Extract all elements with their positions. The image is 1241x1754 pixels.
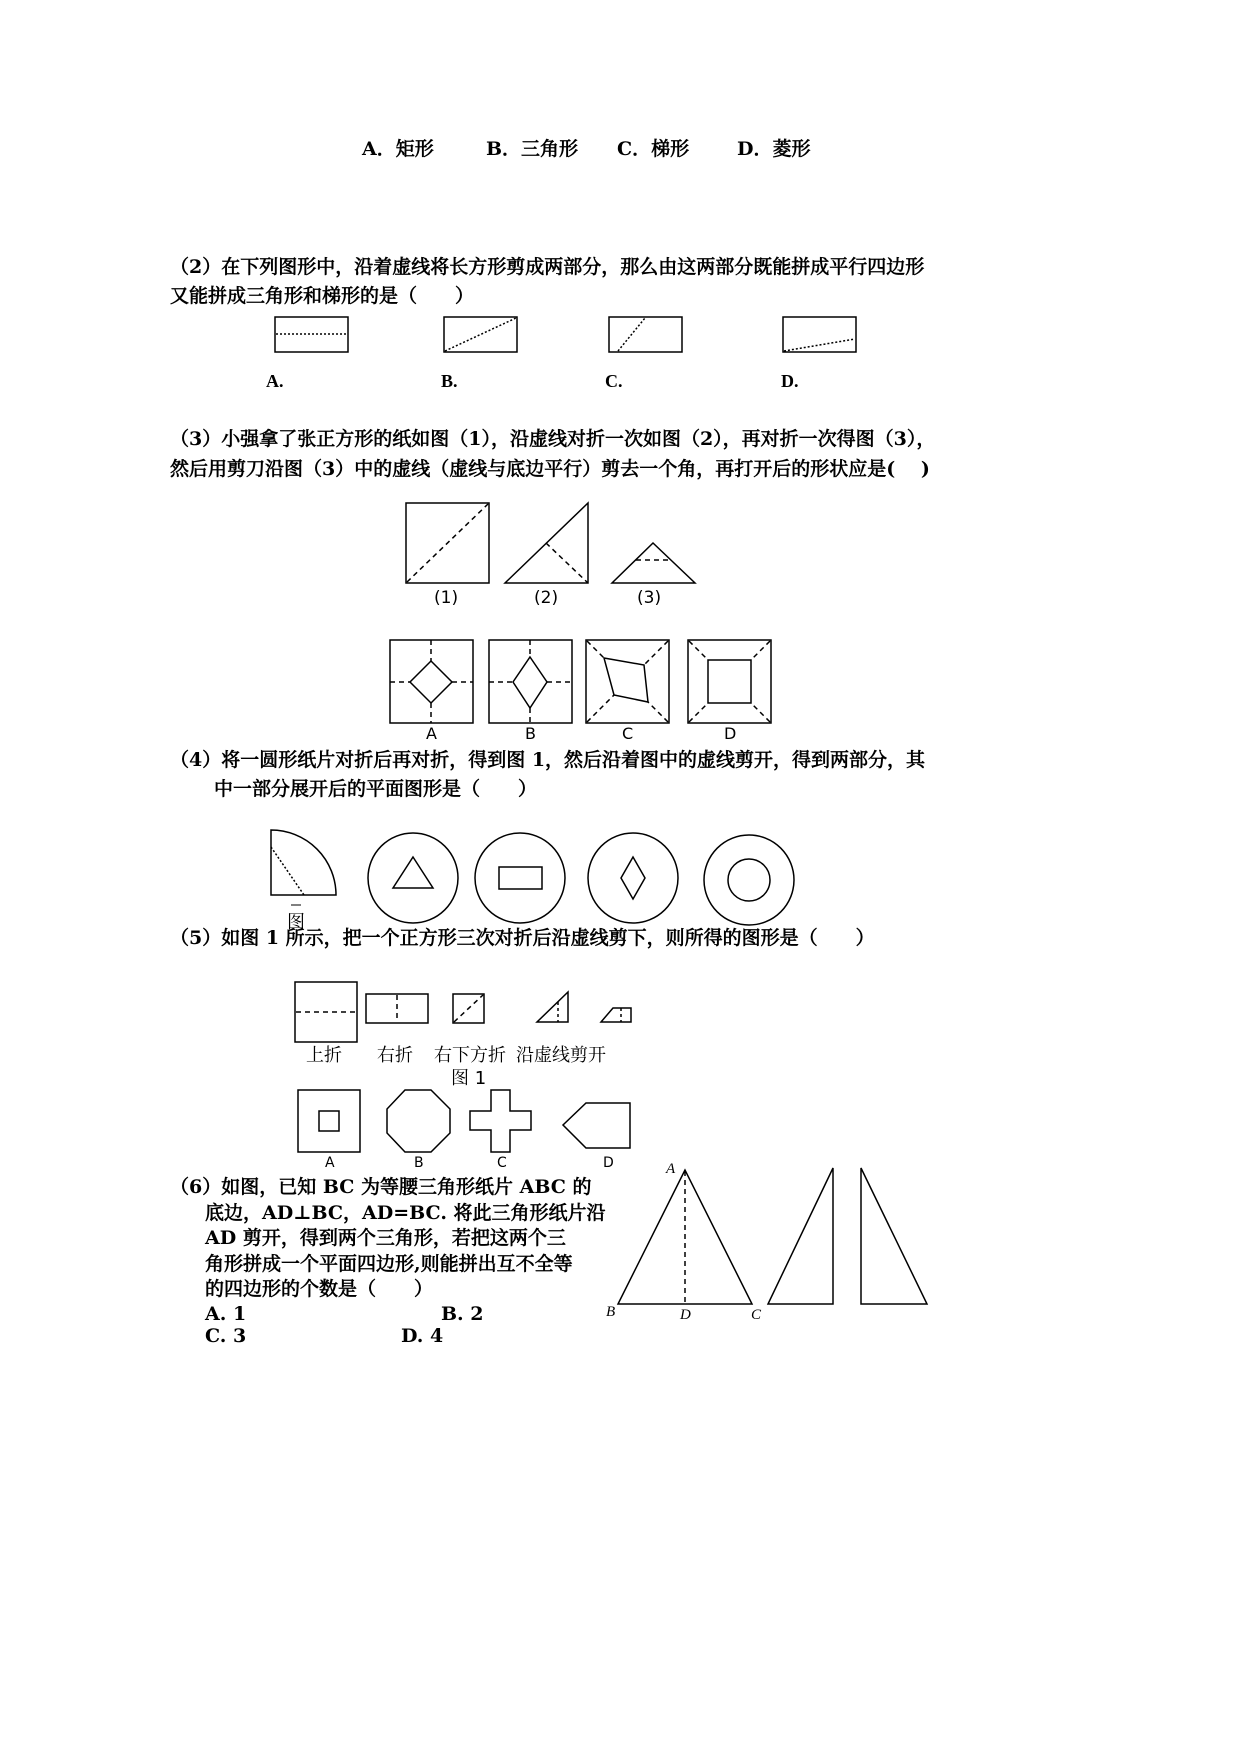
q5-step-label-1: 上折 [306,1045,342,1066]
q2-label-d: D. [781,371,799,391]
q5-step-label-3: 右下方折 [434,1045,506,1066]
q6-option-b: B. 2 [441,1303,484,1325]
q6-cut-triangle-right [861,1168,927,1304]
q6-isosceles-triangle [618,1170,752,1304]
q6-vertex-d: D [680,1307,691,1323]
q6-text-line5: 的四边形的个数是（ ） [205,1278,434,1300]
q1-option-c: C．梯形 [617,138,690,160]
q6-vertex-c: C [751,1307,762,1323]
q2-label-c: C. [605,371,623,391]
q3-fold-3 [612,543,695,583]
q5-option-label-b: B [414,1155,424,1171]
q6-triangle-figures [0,1160,1241,1330]
q1-option-d: D．菱形 [737,138,811,160]
q2-label-b: B. [441,371,458,391]
q5-step-rect [366,994,428,1023]
q6-vertex-b: B [606,1304,616,1320]
q2-rect-b [444,317,517,352]
q6-text-line3: AD 剪开，得到两个三角形，若把这两个三 [205,1227,566,1249]
q4-option-c-circle-diamond [588,833,678,923]
q5-fig-label: 图 1 [451,1068,487,1089]
q3-option-label-b: B [525,724,536,743]
q2-rect-d [783,317,856,352]
q5-option-a-figure [298,1090,360,1152]
q2-text-line2: 又能拼成三角形和梯形的是（ ） [170,285,475,307]
q4-text-line2: 中一部分展开后的平面图形是（ ） [214,778,538,800]
q3-option-figures [0,635,1241,743]
q4-folded-quarter-circle [271,830,336,895]
q2-rect-a [275,317,348,352]
q6-text-line1: （6）如图，已知 BC 为等腰三角形纸片 ABC 的 [170,1176,592,1198]
q5-option-d-figure [563,1103,630,1148]
q5-option-c-figure [470,1090,531,1152]
q3-fold-1 [406,503,489,583]
q3-option-b-figure [489,640,572,723]
q5-option-label-a: A [325,1155,335,1171]
q5-step-triangle [537,992,568,1022]
q3-text-line2: 然后用剪刀沿图（3）中的虚线（虚线与底边平行）剪去一个角，再打开后的形状应是( ) [170,458,930,480]
q5-text-line1: （5）如图 1 所示，把一个正方形三次对折后沿虚线剪下，则所得的图形是（ ） [170,927,875,949]
q2-label-a: A. [266,371,284,391]
q6-text-line4: 角形拼成一个平面四边形,则能拼出互不全等 [205,1253,573,1275]
q3-option-d-figure [688,640,771,723]
q5-step-label-2: 右折 [377,1045,413,1066]
q1-option-b: B．三角形 [486,138,579,160]
q6-option-a: A. 1 [205,1303,247,1325]
q6-option-c: C. 3 [205,1325,247,1347]
q4-option-d-circle-ring [704,835,794,925]
q5-option-figures [0,1085,1241,1170]
q4-option-a-circle-triangle [368,833,458,923]
q6-cut-triangle-left [768,1168,833,1304]
q3-fold-2 [505,503,588,583]
q5-option-b-figure [387,1090,450,1152]
q6-option-d: D. 4 [401,1325,444,1347]
q5-option-label-d: D [603,1155,614,1171]
q3-fold-label-3: (3) [637,588,662,608]
q4-option-b-circle-rectangle [475,833,565,923]
q5-step-cut-piece [601,1008,631,1022]
q2-text-line1: （2）在下列图形中，沿着虚线将长方形剪成两部分，那么由这两部分既能拼成平行四边形 [170,256,925,278]
q5-step-square [295,982,357,1042]
q5-step-label-4: 沿虚线剪开 [516,1045,606,1066]
q3-fold-label-2: (2) [534,588,559,608]
q6-text-line2: 底边，AD⊥BC，AD=BC. 将此三角形纸片沿 [205,1202,606,1224]
q3-text-line1: （3）小强拿了张正方形的纸如图（1），沿虚线对折一次如图（2），再对折一次得图（3）， [170,428,936,450]
q5-fold-steps [0,975,1241,1085]
q4-fig-label: 图 [287,912,305,933]
q3-option-label-a: A [426,724,437,743]
q4-text-line1: （4）将一圆形纸片对折后再对折，得到图 1，然后沿着图中的虚线剪开，得到两部分，其 [170,749,926,771]
q1-option-a: A．矩形 [362,138,434,160]
q6-vertex-a: A [666,1161,676,1177]
q3-option-label-c: C [622,724,634,743]
q2-figures [0,310,1241,370]
q3-fold-label-1: (1) [434,588,459,608]
q3-option-a-figure [390,640,473,723]
q3-fold-figures [0,498,1241,613]
q3-option-c-figure [586,640,669,723]
q3-option-label-d: D [724,724,737,743]
q5-option-label-c: C [497,1155,507,1171]
q2-rect-c [609,317,682,352]
q4-figures [0,825,1241,935]
q5-step-small-square [453,994,484,1023]
